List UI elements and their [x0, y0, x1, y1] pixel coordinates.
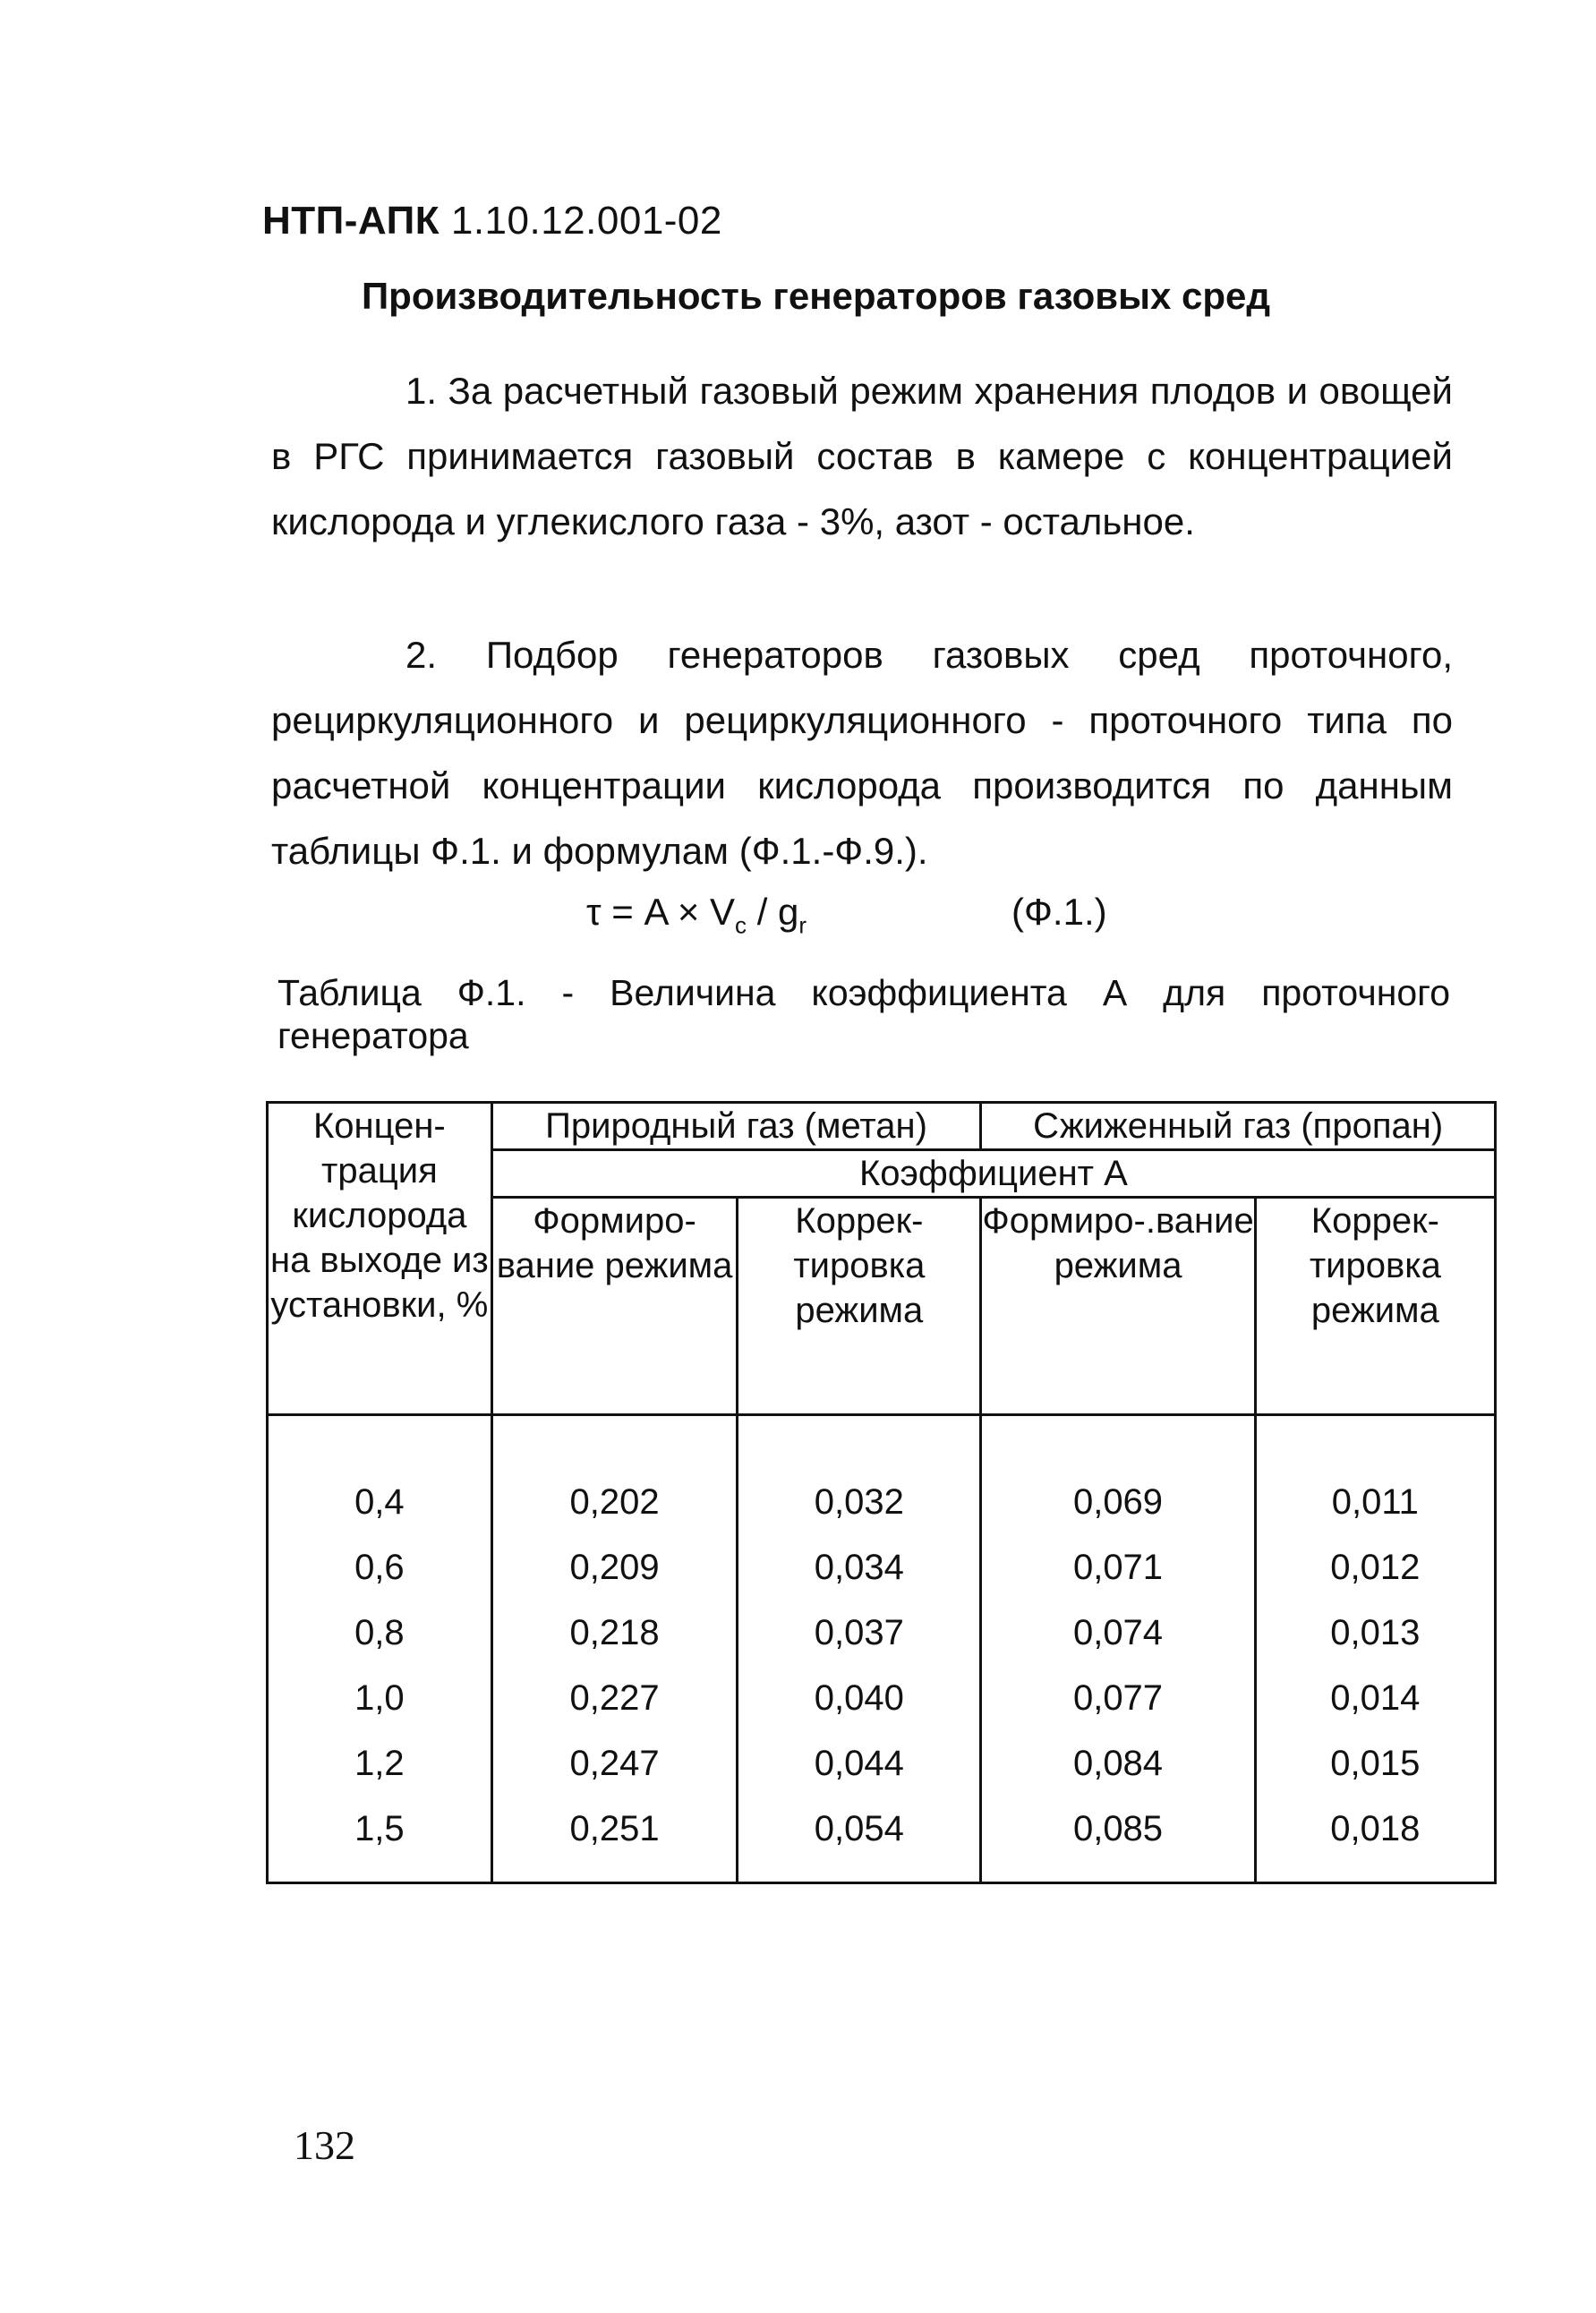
- table-row: [268, 1666, 1496, 1731]
- cell-value: 0,227: [491, 1666, 738, 1731]
- cell-value: 0,069: [981, 1415, 1255, 1536]
- col-header-propane-formation: Формиро-.вание режима: [981, 1198, 1255, 1415]
- table-row: [268, 1797, 1496, 1883]
- page-number: 132: [294, 2122, 355, 2168]
- table-row: [268, 1415, 1496, 1536]
- formula-mid: / g: [747, 891, 799, 933]
- paragraph-1: 1. За расчетный газовый режим хранения плодов и овощей в РГС принимается газовый состав в камере с концентрацией кислорода и углекислого газа - 3%, азот - остальное.: [271, 370, 1453, 542]
- table-caption-line-2: генератора: [277, 1015, 469, 1056]
- col-header-propane-correction: Коррек-тировка режима: [1255, 1198, 1495, 1415]
- cell-concentration: 0,6: [268, 1535, 492, 1600]
- cell-value: 0,054: [738, 1797, 981, 1883]
- liquefied-gas-header: Сжиженный газ (пропан): [981, 1103, 1496, 1150]
- cell-value: 0,209: [491, 1535, 738, 1600]
- formula-lhs: τ = A × V: [586, 891, 736, 933]
- cell-value: 0,014: [1255, 1666, 1495, 1731]
- table-row: [268, 1535, 1496, 1600]
- cell-value: 0,015: [1255, 1731, 1495, 1797]
- table-caption-line-1: Таблица Ф.1. - Величина коэффициента А для проточного: [277, 972, 1450, 1013]
- cell-concentration: 1,0: [268, 1666, 492, 1731]
- col-header-methane-formation: Формиро-вание режима: [491, 1198, 738, 1415]
- cell-concentration: 1,5: [268, 1797, 492, 1883]
- concentration-header: Концен-трация кислорода на выходе из установки, %: [268, 1103, 492, 1415]
- formula: [586, 891, 807, 939]
- natural-gas-header: Природный газ (метан): [491, 1103, 981, 1150]
- table-row: [268, 1600, 1496, 1666]
- cell-concentration: 0,4: [268, 1415, 492, 1536]
- cell-value: 0,013: [1255, 1600, 1495, 1666]
- table-header-row-1: [268, 1103, 1496, 1150]
- coefficient-table: [266, 1101, 1497, 1884]
- cell-concentration: 0,8: [268, 1600, 492, 1666]
- cell-value: 0,202: [491, 1415, 738, 1536]
- cell-value: 0,012: [1255, 1535, 1495, 1600]
- cell-value: 0,044: [738, 1731, 981, 1797]
- section-title: Производительность генераторов газовых сред: [361, 275, 1270, 317]
- cell-value: 0,085: [981, 1797, 1255, 1883]
- cell-value: 0,011: [1255, 1415, 1495, 1536]
- cell-value: 0,034: [738, 1535, 981, 1600]
- table-row: [268, 1731, 1496, 1797]
- document-code-prefix: НТП-АПК: [262, 199, 440, 243]
- cell-value: 0,037: [738, 1600, 981, 1666]
- cell-value: 0,251: [491, 1797, 738, 1883]
- cell-value: 0,084: [981, 1731, 1255, 1797]
- formula-number: (Ф.1.): [1011, 891, 1107, 933]
- col-header-methane-correction: Коррек-тировка режима: [738, 1198, 981, 1415]
- cell-value: 0,074: [981, 1600, 1255, 1666]
- formula-sub-c: c: [735, 911, 747, 939]
- coefficient-a-header: Коэффициент А: [491, 1150, 1495, 1198]
- cell-concentration: 1,2: [268, 1731, 492, 1797]
- document-code-number: 1.10.12.001-02: [450, 199, 722, 243]
- cell-value: 0,218: [491, 1600, 738, 1666]
- cell-value: 0,247: [491, 1731, 738, 1797]
- cell-value: 0,032: [738, 1415, 981, 1536]
- formula-sub-r: r: [798, 911, 807, 939]
- cell-value: 0,077: [981, 1666, 1255, 1731]
- paragraph-2: 2. Подбор генераторов газовых сред проточного, рециркуляционного и рециркуляционного - проточного типа по расчетной концентрации кислорода производится по данным таблицы Ф.1. и формулам (Ф.1.-Ф.9.).: [271, 634, 1453, 872]
- cell-value: 0,040: [738, 1666, 981, 1731]
- document-code: [262, 199, 722, 243]
- cell-value: 0,018: [1255, 1797, 1495, 1883]
- cell-value: 0,071: [981, 1535, 1255, 1600]
